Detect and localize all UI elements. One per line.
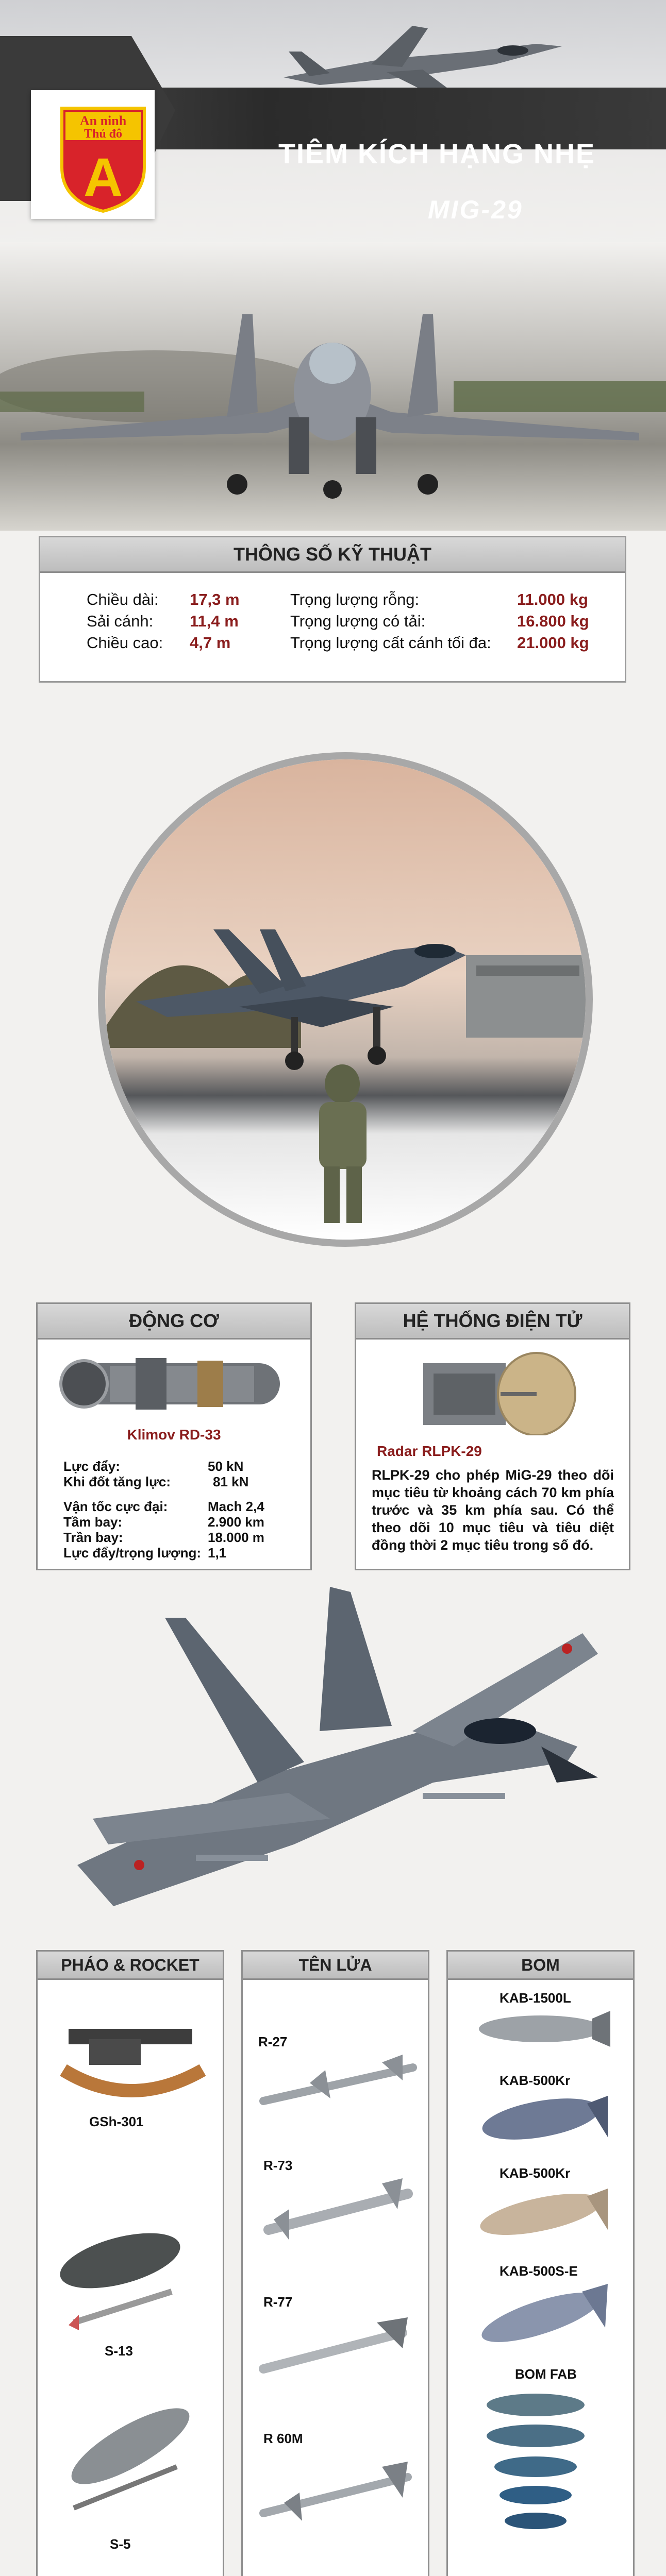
guns-rockets-column: [36, 1950, 224, 2576]
spec-label-max-takeoff: Trọng lượng cất cánh tối đa:: [290, 634, 491, 652]
header: [0, 0, 666, 268]
r-60m-image: [253, 2451, 423, 2523]
spec-label-loaded-weight: Trọng lượng có tải:: [290, 612, 426, 630]
radar-name: Radar RLPK-29: [377, 1443, 482, 1459]
max-speed-label: Vận tốc cực đại:: [63, 1499, 168, 1514]
spec-label-wingspan: Sải cánh:: [87, 612, 154, 630]
engine-title: ĐỘNG CƠ: [38, 1304, 310, 1340]
thrust-weight-value: 1,1: [208, 1545, 227, 1561]
armed-jet-image: [62, 1577, 608, 1927]
kab-500kr-image-2: [469, 2183, 613, 2240]
spec-value-wingspan: 11,4 m: [190, 612, 239, 630]
engine-name: Klimov RD-33: [127, 1427, 221, 1443]
thrust-weight-label: Lực đẩy/trọng lượng:: [63, 1545, 202, 1561]
gsh-301-label: GSh-301: [89, 2114, 144, 2129]
bombs-column: [446, 1950, 635, 2576]
takeoff-photo: [98, 752, 593, 1247]
kab-1500l-image: [474, 2008, 613, 2049]
kab-500s-e-label: KAB-500S-E: [499, 2263, 578, 2279]
r-73-label: R-73: [263, 2158, 293, 2173]
logo-letter: A: [84, 147, 123, 208]
spec-label-length: Chiều dài:: [87, 590, 159, 608]
range-label: Tầm bay:: [63, 1514, 123, 1530]
electronics-panel: [355, 1302, 630, 1570]
bom-fab-label: BOM FAB: [515, 2366, 577, 2382]
bom-fab-image: [479, 2389, 613, 2544]
kab-1500l-label: KAB-1500L: [499, 1990, 571, 2006]
kab-500s-e-image: [469, 2281, 613, 2348]
engine-thrust-label: Lực đẩy:: [63, 1459, 120, 1474]
spec-label-empty-weight: Trọng lượng rỗng:: [290, 590, 420, 608]
logo-shield-icon: [59, 106, 147, 214]
r-60m-label: R 60M: [263, 2431, 303, 2446]
spec-value-empty-weight: 11.000 kg: [517, 590, 588, 608]
r-77-image: [253, 2312, 423, 2379]
ceiling-label: Trần bay:: [63, 1530, 123, 1545]
guns-rockets-title: PHÁO & ROCKET: [38, 1952, 223, 1980]
spec-value-loaded-weight: 16.800 kg: [517, 612, 589, 630]
spec-value-height: 4,7 m: [190, 634, 231, 652]
ceiling-value: 18.000 m: [208, 1530, 264, 1545]
max-speed-value: Mach 2,4: [208, 1499, 264, 1514]
engine-image: [53, 1348, 295, 1420]
missiles-column: [241, 1950, 429, 2576]
electronics-title: HỆ THỐNG ĐIỆN TỬ: [356, 1304, 629, 1340]
page-title: TIÊM KÍCH HẠNG NHẸ: [278, 139, 595, 170]
page-subtitle: MIG-29: [428, 195, 523, 224]
spec-value-max-takeoff: 21.000 kg: [517, 634, 589, 652]
r-27-image: [253, 2055, 423, 2111]
specs-title: THÔNG SỐ KỸ THUẬT: [40, 537, 625, 573]
spec-label-height: Chiều cao:: [87, 634, 163, 652]
hero-jet-photo: [0, 242, 666, 531]
engine-afterburner-label: Khi đốt tăng lực:: [63, 1474, 171, 1489]
r-27-label: R-27: [258, 2034, 288, 2049]
spec-value-length: 17,3 m: [190, 590, 240, 608]
specs-panel: [39, 536, 626, 683]
gsh-301-image: [58, 2008, 208, 2101]
logo-text-line1: An ninh: [79, 113, 127, 128]
s-5-label: S-5: [110, 2536, 131, 2552]
r-73-image: [253, 2178, 423, 2245]
range-value: 2.900 km: [208, 1514, 264, 1530]
bombs-title: BOM: [448, 1952, 633, 1980]
s-13-image: [53, 2219, 208, 2333]
missiles-title: TÊN LỬA: [243, 1952, 428, 1980]
r-77-label: R-77: [263, 2294, 293, 2310]
engine-thrust-value: 50 kN: [208, 1459, 244, 1474]
s-13-label: S-13: [105, 2343, 133, 2359]
engine-panel: [36, 1302, 312, 1570]
s-5-image: [53, 2400, 208, 2518]
radar-description: RLPK-29 cho phép MiG-29 theo dõi mục tiêu từ khoảng cách 70 km phía trước và 35 km phía sau. Có thể theo dõi 10 mục tiêu và tiêu diệt đồng thời 2 mục tiêu trong số đó.: [372, 1467, 614, 1553]
logo-text-line2: Thủ đô: [84, 127, 123, 141]
engine-afterburner-value: 81 kN: [213, 1474, 249, 1489]
kab-500kr-image-1: [474, 2091, 613, 2147]
kab-500kr-label-2: KAB-500Kr: [499, 2165, 571, 2181]
kab-500kr-label-1: KAB-500Kr: [499, 2073, 571, 2088]
radar-image: [413, 1348, 578, 1435]
